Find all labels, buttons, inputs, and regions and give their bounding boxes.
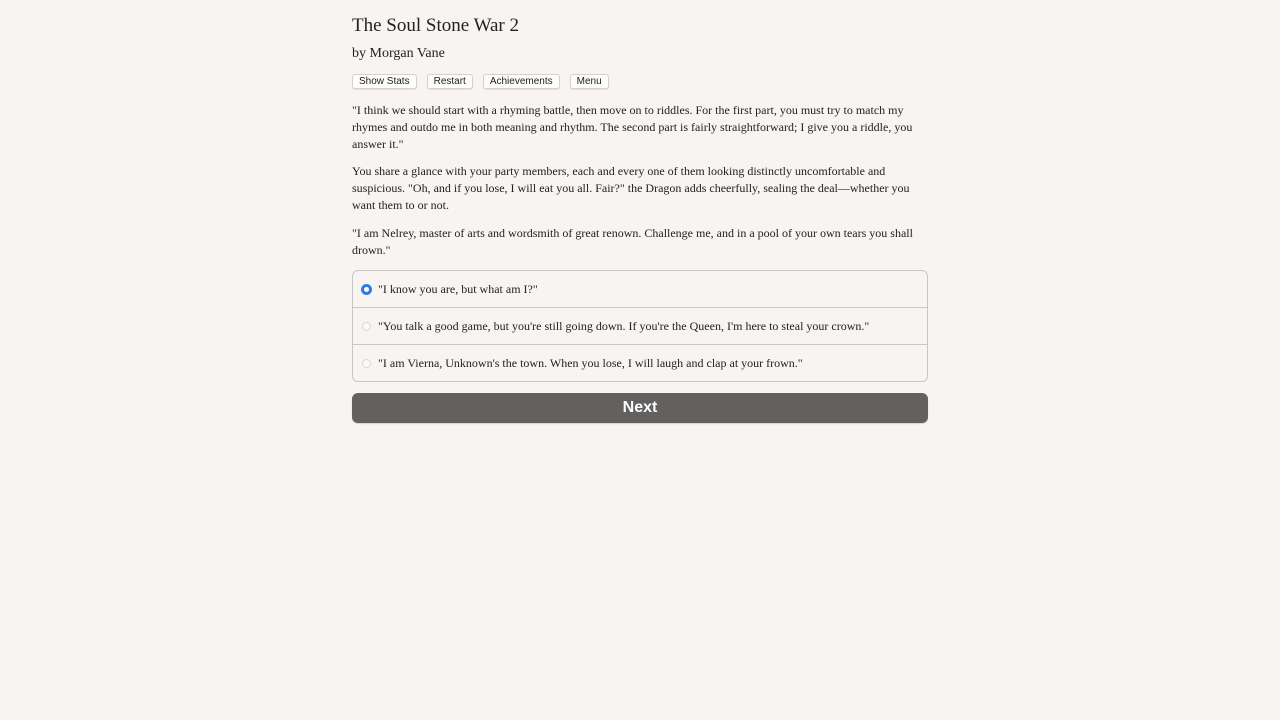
- show-stats-button[interactable]: Show Stats: [352, 74, 417, 89]
- choice-label: "I am Vierna, Unknown's the town. When you lose, I will laugh and clap at your frown.": [378, 355, 803, 370]
- restart-button[interactable]: Restart: [427, 74, 473, 89]
- game-title: The Soul Stone War 2: [352, 15, 519, 36]
- toolbar: [352, 74, 609, 89]
- radio-unselected-icon[interactable]: [362, 359, 371, 368]
- choice-option-3[interactable]: [353, 345, 927, 381]
- choice-label: "I know you are, but what am I?": [378, 281, 538, 296]
- radio-unselected-icon[interactable]: [362, 322, 371, 331]
- passage-paragraph: "I think we should start with a rhyming battle, then move on to riddles. For the first part, you must try to match my rhymes and outdo me in both meaning and rhythm. The second part is fairly straightforward; I give you a riddle, you answer it.": [352, 103, 913, 151]
- choice-option-1[interactable]: [353, 271, 927, 308]
- choice-option-2[interactable]: [353, 308, 927, 345]
- menu-button[interactable]: Menu: [570, 74, 609, 89]
- radio-selected-icon[interactable]: [361, 284, 372, 295]
- game-author: by Morgan Vane: [352, 46, 445, 61]
- choice-label: "You talk a good game, but you're still going down. If you're the Queen, I'm here to steal your crown.": [378, 318, 870, 333]
- achievements-button[interactable]: Achievements: [483, 74, 560, 89]
- choice-list: [352, 270, 928, 382]
- passage-paragraph: You share a glance with your party members, each and every one of them looking distinctly uncomfortable and suspicious. "Oh, and if you lose, I will eat you all. Fair?" the Dragon adds cheerfully, sealing the deal—whether you want them to or not.: [352, 164, 910, 212]
- passage-paragraph: "I am Nelrey, master of arts and wordsmith of great renown. Challenge me, and in a pool of your own tears you shall drown.": [352, 226, 913, 257]
- next-button[interactable]: Next: [352, 393, 928, 423]
